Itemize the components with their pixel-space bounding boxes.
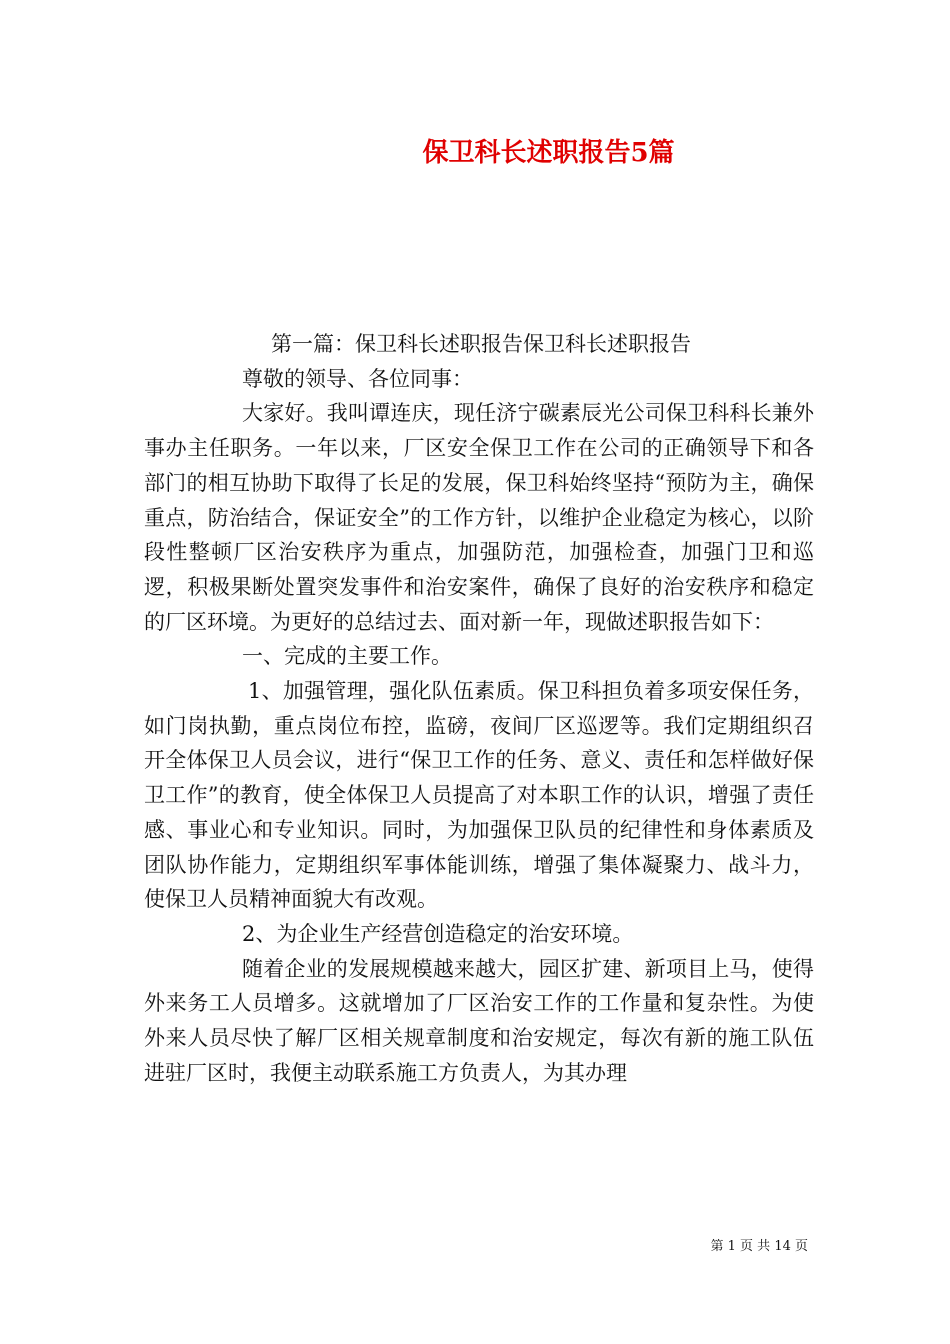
paragraph-item-1: 1、加强管理，强化队伍素质。保卫科担负着多项安保任务，如门岗执勤，重点岗位布控，监磅，夜间厂区巡逻等。我们定期组织召开全体保卫人员会议，进行“保卫工作的任务、意义、责任和怎样做好保卫工作”的教育，使全体保卫人员提高了对本职工作的认识，增强了责任感、事业心和专业知识。同时，为加强保卫队员的纪律性和身体素质及团队协作能力，定期组织军事体能训练，增强了集体凝聚力、战斗力，使保卫人员精神面貌大有改观。: [144, 679, 814, 912]
document-body: [144, 327, 814, 1090]
paragraph-intro: 大家好。我叫谭连庆，现任济宁碳素辰光公司保卫科科长兼外事办主任职务。一年以来，厂区安全保卫工作在公司的正确领导下和各部门的相互协助下取得了长足的发展，保卫科始终坚持“预防为主，确保重点，防治结合，保证安全”的工作方针，以维护企业稳定为核心，以阶段性整顿厂区治安秩序为重点，加强防范，加强检查，加强门卫和巡逻，积极果断处置突发事件和治安案件，确保了良好的治安秩序和稳定的厂区环境。为更好的总结过去、面对新一年，现做述职报告如下：: [144, 401, 814, 634]
section-heading: 第一篇：保卫科长述职报告保卫科长述职报告: [271, 332, 691, 356]
subheading-main-work: 一、完成的主要工作。: [242, 644, 452, 669]
document-title: 保卫科长述职报告5篇: [422, 138, 675, 168]
subheading-item-2: 2、为企业生产经营创造稳定的治安环境。: [242, 921, 634, 946]
salutation: 尊敬的领导、各位同事：: [242, 366, 473, 391]
page-number-footer: 第 1 页 共 14 页: [710, 1239, 808, 1254]
paragraph-item-2: 随着企业的发展规模越来越大，园区扩建、新项目上马，使得外来务工人员增多。这就增加了厂区治安工作的工作量和复杂性。为使外来人员尽快了解厂区相关规章制度和治安规定，每次有新的施工队伍进驻厂区时，我便主动联系施工方负责人，为其办理: [144, 956, 814, 1085]
